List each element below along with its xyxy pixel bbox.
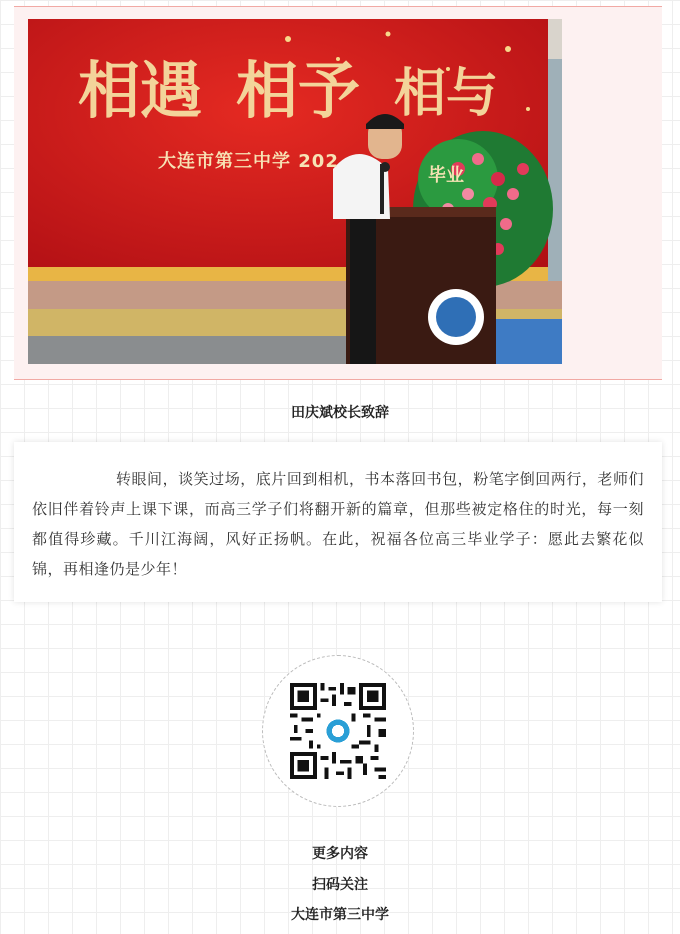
banner-title xyxy=(78,41,558,130)
qr-code-frame xyxy=(262,655,414,807)
footer-more-content: 更多内容 xyxy=(312,846,368,862)
banner-title-part: 相与 xyxy=(394,63,499,124)
qr-code-icon[interactable] xyxy=(290,683,386,779)
speech-paragraph: 转眼间，谈笑过场，底片回到相机，书本落回书包，粉笔字倒回两行，老师们依旧伴着铃声上课下课，而高三学子们将翻开新的篇章，但那些被定格住的时光，每一刻都值得珍藏。千川江海阔，风好正扬帆。在此，祝福各位高三毕业学子：愿此去繁花似锦，再相逢仍是少年！ xyxy=(32,470,644,578)
photo-frame xyxy=(14,6,662,380)
photo-caption: 田庆斌校长致辞 xyxy=(291,405,389,421)
banner-title-part: 相予 xyxy=(236,54,361,127)
banner-title-part: 相遇 xyxy=(78,54,203,127)
banner-subtitle-tail: 毕业 xyxy=(428,165,464,186)
speech-card xyxy=(14,442,662,602)
banner-subtitle: 大连市第三中学 202 xyxy=(158,151,339,172)
footer-school-name: 大连市第三中学 xyxy=(291,907,389,923)
ceremony-photo xyxy=(28,19,562,364)
footer-scan-follow: 扫码关注 xyxy=(312,877,368,893)
